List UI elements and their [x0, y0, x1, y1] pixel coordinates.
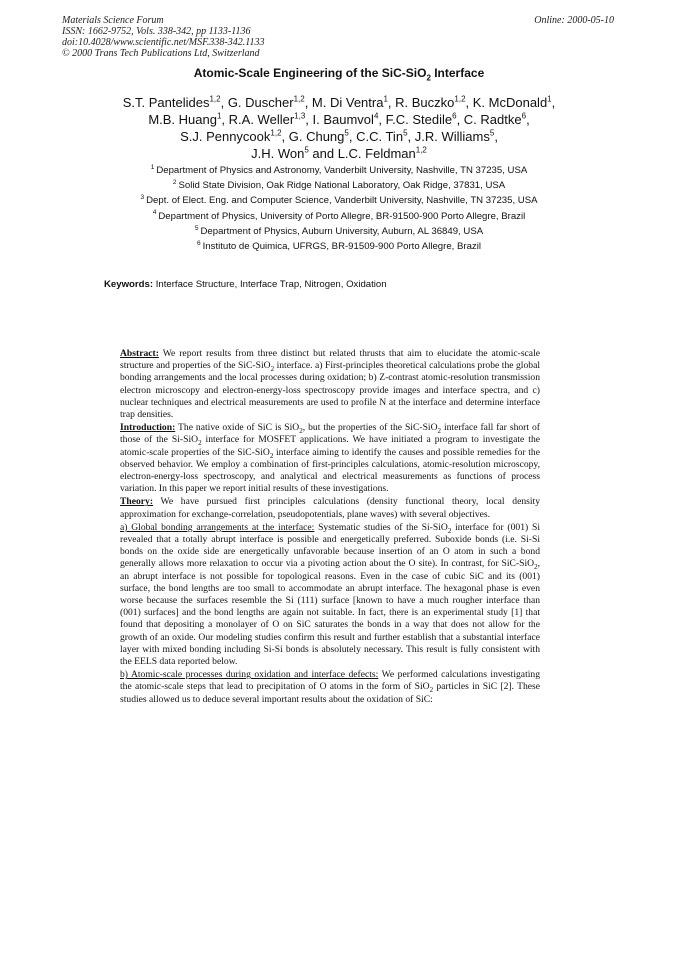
- affiliation-mark: 5: [194, 224, 199, 232]
- affiliation: [0, 193, 678, 208]
- author-name: M. Di Ventra: [311, 95, 384, 110]
- section-heading: Introduction:: [120, 422, 176, 434]
- body-paragraph: [120, 348, 540, 421]
- keywords: [104, 279, 387, 290]
- paragraph-text: , but the properties of the SiC-SiO: [302, 422, 438, 434]
- paragraph-text: , an abrupt interface is not possible for topological reasons. Even in the case of cubic SiC and its (001) surface, the bond lengths are too small to accommodate an abrupt interface. The hexagonal phase is even worse because the surfaces resemble the Si (111) surface [known to have a much rougher interface than (001) surfaces] and the bond lengths are again not suitable. In fact, there is an experimental study [1] that found that depositing a monolayer of O on SiC saturates the bonds in a way that does not allow for the growth of an oxide. Our modeling studies confirm this result and further establish that a substantial interface layer with mixed bonding including Si-Si bonds is absolutely necessary. This result is fully consistent with the EELS data reported below.: [120, 558, 540, 668]
- author-list: [0, 94, 678, 162]
- affiliation: [0, 163, 678, 178]
- paragraph-text: The native oxide of SiC is SiO: [175, 422, 300, 434]
- author-line: S.T. Pantelides$^{1,2}$, G. Duscher$^{1,2}$, M. Di Ventra$^1$, R. Buczko$^{1,2}$, K. McDonald$^1$,: [122, 94, 556, 110]
- doi-link[interactable]: doi:10.4028/www.scientific.net/MSF.338-342.1133: [62, 37, 265, 48]
- section-heading: Abstract:: [120, 348, 159, 359]
- author-affil-mark: 1,3: [294, 111, 306, 121]
- paragraph-text: We have pursued first principles calculations (density functional theory, local density approximation for exchange-correlation, pseudopotentials, plane waves) with several objectives.: [120, 496, 540, 520]
- author-affil-mark: 4: [373, 111, 379, 121]
- author-name: M.B. Huang: [148, 112, 217, 127]
- author-name: J.H. Won: [251, 146, 305, 161]
- author-line: S.J. Pennycook$^{1,2}$, G. Chung$^5$, C.C. Tin$^5$, J.R. Williams$^5$,: [180, 128, 498, 144]
- affiliation-mark: 2: [172, 179, 177, 187]
- author-name: K. McDonald: [472, 95, 548, 110]
- body-paragraph: [120, 522, 540, 668]
- author-name: S.J. Pennycook: [180, 129, 271, 144]
- author-name: L.C. Feldman: [337, 146, 416, 161]
- author-name: R.A. Weller: [228, 112, 295, 127]
- copyright-line: © 2000 Trans Tech Publications Ltd, Switzerland: [62, 48, 260, 59]
- affiliation-text: Solid State Division, Oak Ridge National Laboratory, Oak Ridge, 37831, USA: [178, 180, 506, 192]
- author-affil-mark: 1,2: [415, 145, 427, 155]
- author-name: F.C. Stedile: [385, 112, 453, 127]
- formula-subscript: 2: [429, 686, 434, 695]
- author-name: J.R. Williams: [414, 129, 490, 144]
- author-affil-mark: 1,2: [454, 94, 466, 104]
- author-name: I. Baumvol: [312, 112, 374, 127]
- journal-name: Materials Science Forum: [62, 15, 164, 26]
- keywords-text: Interface Structure, Interface Trap, Nitrogen, Oxidation: [153, 279, 387, 290]
- online-date: Online: 2000-05-10: [534, 15, 614, 26]
- body-paragraph: [120, 496, 540, 520]
- paragraph-text: interface aiming to identify the causes and possible remedies for the observed behavior. We employ a combination of first-principles calculations, atomic-resolution microscopy, electron-energy-loss spectroscopy, and analytical and electrical measurements as functions of process variation. In this paper we report initial results of these investigations.: [120, 446, 540, 495]
- section-heading: Theory:: [120, 496, 154, 508]
- paragraph-text: We report results from three distinct but related thrusts that aim to elucidate the atomic-scale structure and properties of the SiC-SiO: [120, 348, 540, 372]
- author-affil-mark: 1,2: [270, 128, 282, 138]
- author-affil-mark: 1,2: [293, 94, 305, 104]
- author-affil-mark: 5: [489, 128, 495, 138]
- author-name: C. Radtke: [463, 112, 522, 127]
- author-name: G. Chung: [288, 129, 345, 144]
- author-affil-mark: 1: [383, 94, 388, 104]
- paragraph-text: Systematic studies of the Si-SiO: [314, 521, 448, 533]
- author-affil-mark: 1: [216, 111, 222, 121]
- affiliation-text: Department of Physics, University of Porto Allegre, BR-91500-900 Porto Allegre, Brazil: [158, 210, 526, 222]
- author-affil-mark: 5: [403, 128, 408, 138]
- section-heading: b) Atomic-scale processes during oxidation and interface defects:: [120, 669, 379, 681]
- author-name: R. Buczko: [395, 95, 455, 110]
- formula-subscript: 2: [534, 563, 538, 572]
- author-line: M.B. Huang$^1$, R.A. Weller$^{1,3}$, I. Baumvol$^4$, F.C. Stedile$^6$, C. Radtke$^6$,: [148, 111, 530, 127]
- formula-subscript: 2: [269, 451, 274, 460]
- affiliation-mark: 4: [152, 209, 157, 217]
- formula-subscript: 2: [198, 439, 202, 448]
- affiliation-text: Instituto de Quimica, UFRGS, BR-91509-900 Porto Allegre, Brazil: [202, 241, 481, 253]
- paper-body: [120, 348, 540, 707]
- body-paragraph: [120, 422, 540, 495]
- paragraph-text: interface fall far short of those of the Si-SiO: [120, 422, 540, 446]
- formula-subscript: 2: [437, 427, 441, 436]
- affiliation: [0, 209, 678, 224]
- paragraph-text: interface for MOSFET applications. We have initiated a program to investigate the atomic-scale properties of the SiC-SiO: [120, 434, 540, 458]
- author-name: S.T. Pantelides: [122, 95, 210, 110]
- affiliation-text: Department of Physics and Astronomy, Vanderbilt University, Nashville, TN 37235, USA: [156, 165, 528, 176]
- affiliation-mark: 1: [150, 163, 155, 171]
- author-line: J.H. Won$^5$ and L.C. Feldman$^{1,2}$: [251, 145, 427, 161]
- paragraph-text: particles in SiC [2]. These studies allowed us to deduce several important results about the oxidation of SiC:: [120, 681, 540, 705]
- author-affil-mark: 5: [344, 128, 349, 138]
- journal-header: [62, 15, 265, 59]
- affiliation-text: Department of Physics, Auburn University, Auburn, AL 36849, USA: [200, 225, 484, 237]
- formula-subscript: 2: [447, 526, 452, 535]
- formula-subscript: 2: [270, 365, 275, 374]
- author-affil-mark: 6: [452, 111, 457, 121]
- affiliation-text: Dept. of Elect. Eng. and Computer Science, Vanderbilt University, Nashville, TN 37235, USA: [146, 195, 538, 207]
- section-heading: a) Global bonding arrangements at the interface:: [120, 521, 315, 533]
- author-affil-mark: 5: [304, 145, 309, 155]
- body-paragraph: [120, 669, 540, 706]
- affiliation: [0, 224, 678, 239]
- affiliation-mark: 6: [197, 239, 201, 247]
- title-text: Atomic-Scale Engineering of the SiC-SiO: [193, 66, 427, 80]
- formula-subscript: 2: [299, 427, 303, 436]
- paragraph-text: We performed calculations investigating the atomic-scale steps that lead to precipitation of O atoms in the form of SiO: [120, 669, 540, 693]
- author-affil-mark: 1: [547, 94, 552, 104]
- affiliation: [0, 178, 678, 193]
- title-subscript: 2: [426, 73, 431, 83]
- keywords-label: Keywords:: [104, 279, 154, 290]
- paragraph-text: interface for (001) Si revealed that a totally abrupt interface is possible and energetically preferred. Suboxide bonds (i.e. Si-Si bonds on the oxide side are energetically unfavorable because insertion of an O atom in such a bond generally allows more relaxation to occur via a pivoting action about the O site). In contrast, for SiC-SiO: [120, 521, 540, 570]
- affiliation-list: [0, 163, 678, 254]
- author-name: C.C. Tin: [356, 129, 404, 144]
- affiliation: [0, 239, 678, 254]
- paragraph-text: interface. a) First-principles theoretical calculations probe the global bonding arrangements and the local processes during oxidation; b) Z-contrast atomic-resolution transmission electron microscopy and electron-energy-loss spectroscopy provide images and interface spectra, and c) nuclear techniques and electrical measurements are used to profile N at the interface and determine interface trap densities.: [120, 360, 540, 421]
- journal-issn: ISSN: 1662-9752, Vols. 338-342, pp 1133-1136: [62, 26, 251, 37]
- author-affil-mark: 1,2: [209, 94, 221, 104]
- author-name: G. Duscher: [227, 95, 294, 110]
- author-affil-mark: 6: [521, 111, 527, 121]
- paper-title: [0, 66, 678, 82]
- affiliation-mark: 3: [140, 194, 145, 202]
- title-suffix: Interface: [430, 66, 485, 80]
